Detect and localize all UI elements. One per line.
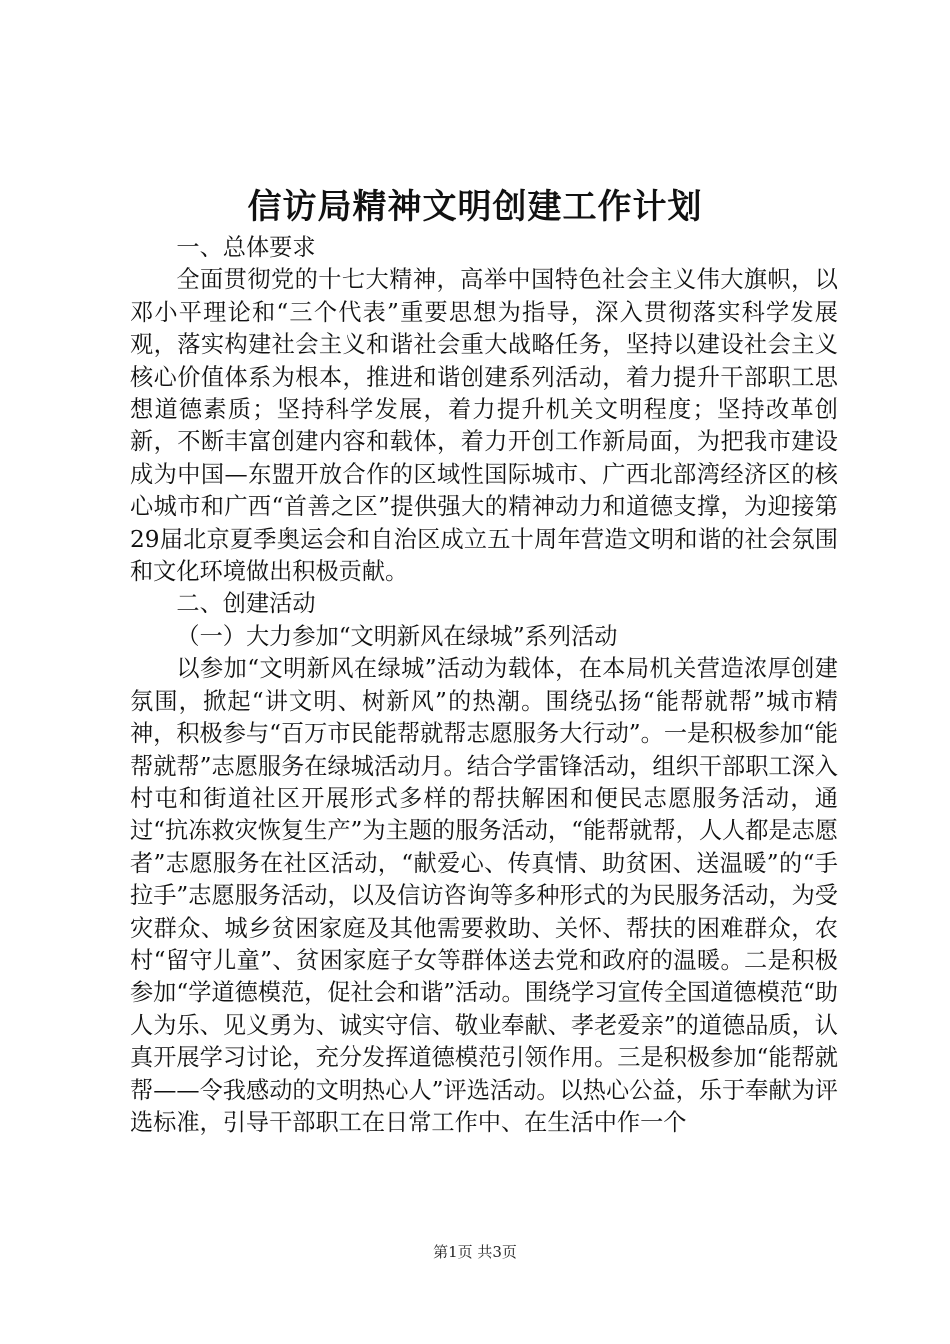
- page-number-footer: 第1页 共3页: [433, 1243, 517, 1261]
- document-body: [130, 232, 838, 1139]
- paragraph-civilization-campaign: 以参加“文明新风在绿城”活动为载体，在本局机关营造浓厚创建氛围，掀起“讲文明、树新风”的热潮。围绕弘扬“能帮就帮”城市精神，积极参与“百万市民能帮就帮志愿服务大行动”。一是积极参加“能帮就帮”志愿服务在绿城活动月。结合学雷锋活动，组织干部职工深入村屯和街道社区开展形式多样的帮扶解困和便民志愿服务活动，通过“抗冻救灾恢复生产”为主题的服务活动，“能帮就帮，人人都是志愿者”志愿服务在社区活动，“献爱心、传真情、助贫困、送温暖”的“手拉手”志愿服务活动，以及信访咨询等多种形式的为民服务活动，为受灾群众、城乡贫困家庭及其他需要救助、关怀、帮扶的困难群众，农村“留守儿童”、贫困家庭子女等群体送去党和政府的温暖。二是积极参加“学道德模范，促社会和谐”活动。围绕学习宣传全国道德模范“助人为乐、见义勇为、诚实守信、敬业奉献、孝老爱亲”的道德品质，认真开展学习讨论，充分发挥道德模范引领作用。三是积极参加“能帮就帮——令我感动的文明热心人”评选活动。以热心公益，乐于奉献为评选标准，引导干部职工在日常工作中、在生活中作一个: [130, 655, 838, 1136]
- paragraph-general-requirements: 全面贯彻党的十七大精神，高举中国特色社会主义伟大旗帜，以邓小平理论和“三个代表”重要思想为指导，深入贯彻落实科学发展观，落实构建社会主义和谐社会重大战略任务，坚持以建设社会主义核心价值体系为根本，推进和谐创建系列活动，着力提升干部职工思想道德素质；坚持科学发展，着力提升机关文明程度；坚持改革创新，不断丰富创建内容和载体，着力开创工作新局面，为把我市建设成为中国—东盟开放合作的区域性国际城市、广西北部湾经济区的核心城市和广西“首善之区”提供强大的精神动力和道德支撑，为迎接第29届北京夏季奥运会和自治区成立五十周年营造文明和谐的社会氛围和文化环境做出积极贡献。: [130, 266, 838, 586]
- section-heading-general-requirements: 一、总体要求: [176, 234, 316, 261]
- section-heading-activities: 二、创建活动: [176, 590, 316, 618]
- document-title: 信访局精神文明创建工作计划: [247, 187, 703, 227]
- subsection-heading-civilization-campaign: （一）大力参加“文明新风在绿城”系列活动: [176, 622, 618, 650]
